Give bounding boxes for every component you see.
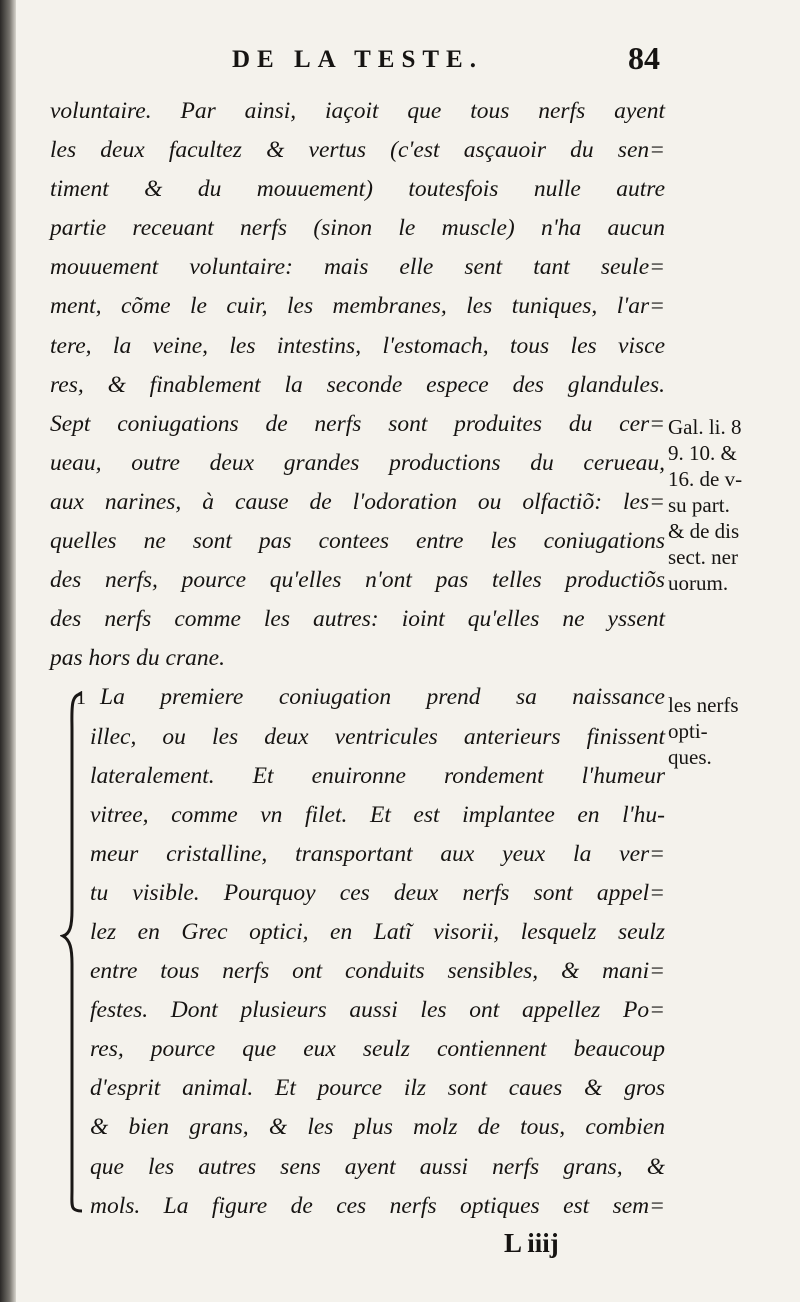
section-number: 1 <box>76 687 86 710</box>
margin-note-line: & de dis <box>668 519 740 543</box>
text-line: entre tous nerfs ont conduits sensibles, & mani= <box>90 958 665 985</box>
curly-brace <box>60 690 86 1215</box>
text-line: mouuement voluntaire: mais elle sent tant seule= <box>50 254 665 281</box>
margin-note-citation <box>668 414 796 596</box>
text-line: lez en Grec optici, en Latĩ visorii, lesquelz seulz <box>90 918 665 945</box>
text-line: que les autres sens ayent aussi nerfs grans, & <box>90 1153 665 1180</box>
text-line: des nerfs comme les autres: ioint qu'elles ne yssent <box>50 606 665 633</box>
text-line: illec, ou les deux ventricules anterieurs finissent <box>90 723 665 750</box>
text-line: meur cristalline, transportant aux yeux la ver= <box>90 840 665 867</box>
margin-note-line: uorum. <box>668 571 729 595</box>
text-line: tere, la veine, les intestins, l'estomach, tous les visce <box>50 332 665 359</box>
text-line: vitree, comme vn filet. Et est implantee en l'hu- <box>90 801 665 828</box>
text-line-content: La premiere coniugation prend sa naissance <box>100 684 665 711</box>
text-line: Sept coniugations de nerfs sont produites du cer= <box>50 410 665 437</box>
page-edge <box>0 0 16 1302</box>
page-number: 84 <box>628 40 660 76</box>
margin-note-line: sect. ner <box>668 545 738 569</box>
main-text <box>50 92 665 1226</box>
text-line: partie receuant nerfs (sinon le muscle) n'ha aucun <box>50 215 665 242</box>
text-line: & bien grans, & les plus molz de tous, combien <box>90 1114 665 1141</box>
text-line: aux narines, à cause de l'odoration ou olfactiõ: les= <box>50 488 665 515</box>
text-line: pas hors du crane. <box>50 645 225 672</box>
text-line: voluntaire. Par ainsi, iaçoit que tous nerfs ayent <box>50 98 665 124</box>
margin-note-line: les nerfs <box>668 693 739 717</box>
text-line: quelles ne sont pas contees entre les coniugations <box>50 528 665 555</box>
text-line <box>50 678 665 717</box>
margin-note-subject <box>668 692 739 770</box>
text-line: timent & du mouuement) toutesfois nulle autre <box>50 176 665 203</box>
text-line: mols. La figure de ces nerfs optiques est sem= <box>90 1192 665 1219</box>
text-line: ment, cõme le cuir, les membranes, les tuniques, l'ar= <box>50 293 665 320</box>
running-head: DE LA TESTE. <box>232 46 483 73</box>
margin-note-line: 16. de v- <box>668 467 743 491</box>
text-line: les deux facultez & vertus (c'est asçauoir du sen= <box>50 137 665 164</box>
margin-note-line: 9. 10. & <box>668 441 737 465</box>
signature-mark: L iiij <box>504 1228 559 1258</box>
margin-note-line: su part. <box>668 493 730 517</box>
text-line: lateralement. Et enuironne rondement l'humeur <box>90 762 665 789</box>
margin-note-line: ques. <box>668 745 712 769</box>
text-line: ueau, outre deux grandes productions du cerueau, <box>50 449 665 476</box>
margin-note-line: Gal. li. 8 <box>668 415 742 439</box>
text-line: d'esprit animal. Et pource ilz sont caues & gros <box>90 1075 665 1102</box>
text-line: res, pource que eux seulz contiennent beaucoup <box>90 1036 665 1063</box>
text-line: des nerfs, pource qu'elles n'ont pas telles productiõs <box>50 567 665 594</box>
text-line: tu visible. Pourquoy ces deux nerfs sont appel= <box>90 879 665 906</box>
margin-note-line: opti- <box>668 719 708 743</box>
text-line: festes. Dont plusieurs aussi les ont appellez Po= <box>90 997 665 1024</box>
text-line: res, & finablement la seconde espece des glandules. <box>50 371 665 398</box>
